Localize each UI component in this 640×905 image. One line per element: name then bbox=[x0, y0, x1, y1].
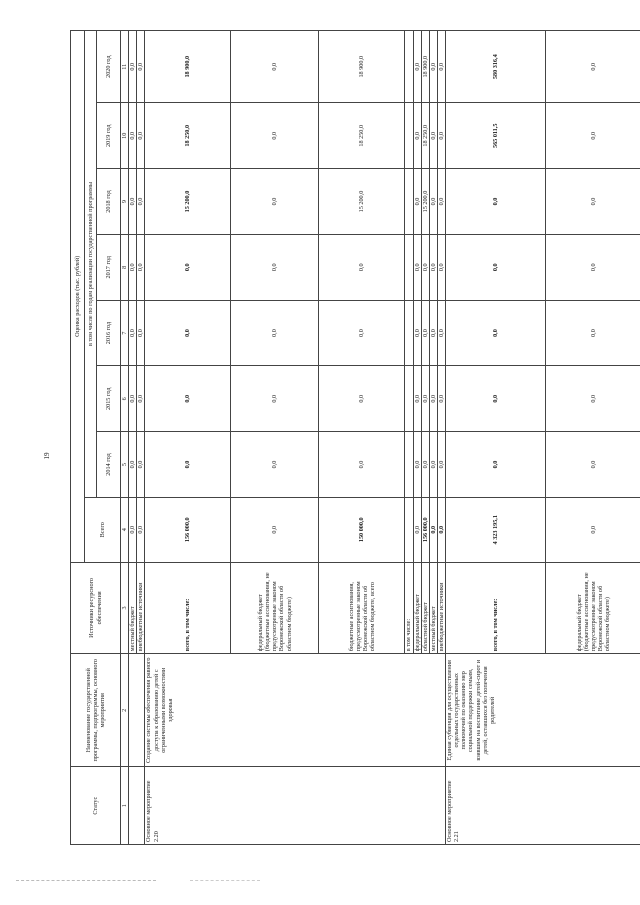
value-cell: 0,0 bbox=[429, 497, 437, 562]
col-number: 3 bbox=[121, 562, 129, 654]
value-cell: 0,0 bbox=[137, 103, 145, 169]
status-cell: Основное мероприятие 2.20 bbox=[145, 767, 446, 845]
value-cell: 0,0 bbox=[413, 497, 421, 562]
value-cell: 0,0 bbox=[129, 366, 137, 432]
value-cell: 0,0 bbox=[546, 31, 640, 103]
scan-mark bbox=[16, 880, 156, 882]
value-cell: 0,0 bbox=[546, 300, 640, 366]
value-cell: 0,0 bbox=[413, 234, 421, 300]
value-cell: 0,0 bbox=[546, 432, 640, 498]
value-cell: 0,0 bbox=[429, 432, 437, 498]
scan-mark bbox=[190, 880, 260, 882]
value-cell: 150 000,0 bbox=[319, 497, 405, 562]
source-cell: местный бюджет bbox=[429, 562, 437, 654]
value-cell: 0,0 bbox=[231, 497, 319, 562]
value-cell: 0,0 bbox=[421, 234, 429, 300]
value-cell: 0,0 bbox=[137, 300, 145, 366]
value-cell: 0,0 bbox=[145, 300, 231, 366]
source-cell: местный бюджет bbox=[129, 562, 137, 654]
value-cell: 0,0 bbox=[413, 31, 421, 103]
value-cell: 0,0 bbox=[437, 300, 445, 366]
header-status: Статус bbox=[71, 767, 121, 845]
value-cell: 0,0 bbox=[319, 234, 405, 300]
table-row bbox=[446, 31, 546, 845]
table-row bbox=[145, 31, 231, 845]
value-cell: 18 900,0 bbox=[145, 31, 231, 103]
page-number: 19 bbox=[43, 452, 51, 460]
value-cell: 0,0 bbox=[319, 432, 405, 498]
value-cell: 0,0 bbox=[429, 169, 437, 235]
header-name: Наименование государственной программы, подпрограммы, основного мероприятия bbox=[71, 654, 121, 767]
col-number: 5 bbox=[121, 432, 129, 498]
value-cell: 0,0 bbox=[129, 169, 137, 235]
value-cell: 0,0 bbox=[413, 366, 421, 432]
value-cell: 0,0 bbox=[546, 103, 640, 169]
value-cell: 0,0 bbox=[145, 366, 231, 432]
source-cell: федеральный бюджет bbox=[413, 562, 421, 654]
value-cell: 0,0 bbox=[413, 432, 421, 498]
col-number: 6 bbox=[121, 366, 129, 432]
value-cell: 0,0 bbox=[546, 366, 640, 432]
source-cell: внебюджетные источники bbox=[437, 562, 445, 654]
value-cell: 0,0 bbox=[429, 300, 437, 366]
value-cell: 0,0 bbox=[413, 169, 421, 235]
source-cell: областной бюджет bbox=[421, 562, 429, 654]
value-cell: 0,0 bbox=[429, 366, 437, 432]
value-cell: 0,0 bbox=[231, 432, 319, 498]
value-cell: 0,0 bbox=[421, 432, 429, 498]
value-cell: 0,0 bbox=[429, 234, 437, 300]
value-cell: 0,0 bbox=[137, 432, 145, 498]
value-cell: 0,0 bbox=[413, 300, 421, 366]
header-year: 2018 год bbox=[97, 169, 121, 235]
col-number: 10 bbox=[121, 103, 129, 169]
status-cell: Основное мероприятие 2.21 bbox=[446, 767, 640, 845]
value-cell: 0,0 bbox=[145, 432, 231, 498]
header-estimate: Оценка расходов (тыс. рублей) bbox=[71, 31, 85, 563]
value-cell: 18 250,0 bbox=[145, 103, 231, 169]
col-number: 11 bbox=[121, 31, 129, 103]
header-by-year: в том числе по годам реализации государственной программы bbox=[85, 31, 97, 498]
value-cell: 15 200,0 bbox=[421, 169, 429, 235]
value-cell: 0,0 bbox=[546, 497, 640, 562]
value-cell: 0,0 bbox=[231, 366, 319, 432]
header-year: 2014 год bbox=[97, 432, 121, 498]
value-cell: 0,0 bbox=[546, 169, 640, 235]
value-cell: 0,0 bbox=[129, 432, 137, 498]
col-number: 1 bbox=[121, 767, 129, 845]
source-cell: всего, в том числе: bbox=[145, 562, 231, 654]
table-row bbox=[129, 31, 137, 845]
value-cell: 0,0 bbox=[421, 300, 429, 366]
value-cell: 0,0 bbox=[429, 103, 437, 169]
value-cell: 0,0 bbox=[129, 300, 137, 366]
value-cell: 18 250,0 bbox=[421, 103, 429, 169]
value-cell: 0,0 bbox=[319, 300, 405, 366]
value-cell: 0,0 bbox=[129, 31, 137, 103]
value-cell: 0,0 bbox=[137, 31, 145, 103]
value-cell: 0,0 bbox=[437, 31, 445, 103]
value-cell: 0,0 bbox=[319, 366, 405, 432]
value-cell: 565 011,5 bbox=[446, 103, 546, 169]
value-cell: 18 900,0 bbox=[319, 31, 405, 103]
value-cell: 580 316,4 bbox=[446, 31, 546, 103]
value-cell: 0,0 bbox=[231, 103, 319, 169]
header-year: 2016 год bbox=[97, 300, 121, 366]
value-cell: 0,0 bbox=[446, 234, 546, 300]
header-year: 2020 год bbox=[97, 31, 121, 103]
header-total: Всего bbox=[85, 497, 121, 562]
header-year: 2019 год bbox=[97, 103, 121, 169]
col-number: 4 bbox=[121, 497, 129, 562]
value-cell: 0,0 bbox=[429, 31, 437, 103]
value-cell: 0,0 bbox=[137, 169, 145, 235]
source-cell: федеральный бюджет (бюджетные ассигнования, не предусмотренные законом Воронежской области об областном бюджете) bbox=[231, 562, 319, 654]
value-cell: 18 900,0 bbox=[421, 31, 429, 103]
value-cell: 0,0 bbox=[231, 234, 319, 300]
value-cell: 0,0 bbox=[137, 366, 145, 432]
value-cell: 15 200,0 bbox=[145, 169, 231, 235]
value-cell: 0,0 bbox=[145, 234, 231, 300]
header-year: 2015 год bbox=[97, 366, 121, 432]
value-cell: 0,0 bbox=[446, 432, 546, 498]
source-cell: внебюджетные источники bbox=[137, 562, 145, 654]
value-cell: 0,0 bbox=[137, 497, 145, 562]
budget-table bbox=[70, 30, 640, 845]
col-number: 8 bbox=[121, 234, 129, 300]
value-cell: 0,0 bbox=[231, 300, 319, 366]
value-cell: 0,0 bbox=[446, 169, 546, 235]
value-cell: 0,0 bbox=[546, 234, 640, 300]
col-number: 7 bbox=[121, 300, 129, 366]
header-source: Источники ресурсного обеспечения bbox=[71, 562, 121, 654]
value-cell: 0,0 bbox=[137, 234, 145, 300]
value-cell: 156 000,0 bbox=[421, 497, 429, 562]
value-cell: 15 200,0 bbox=[319, 169, 405, 235]
source-cell: федеральный бюджет (бюджетные ассигнования, не предусмотренные законом Воронежской области об областном бюджете) bbox=[546, 562, 640, 654]
value-cell: 0,0 bbox=[446, 300, 546, 366]
value-cell: 0,0 bbox=[129, 234, 137, 300]
value-cell: 156 000,0 bbox=[145, 497, 231, 562]
value-cell: 0,0 bbox=[129, 103, 137, 169]
value-cell: 0,0 bbox=[421, 366, 429, 432]
col-number: 9 bbox=[121, 169, 129, 235]
budget-table-rotated bbox=[70, 30, 612, 845]
value-cell: 0,0 bbox=[437, 103, 445, 169]
value-cell: 0,0 bbox=[437, 169, 445, 235]
value-cell: 0,0 bbox=[437, 497, 445, 562]
value-cell: 0,0 bbox=[437, 234, 445, 300]
value-cell: 18 250,0 bbox=[319, 103, 405, 169]
value-cell: 0,0 bbox=[231, 31, 319, 103]
value-cell: 0,0 bbox=[129, 497, 137, 562]
source-cell: бюджетные ассигнования, предусмотренные законом Воронежской области об областном бюджете, всего bbox=[319, 562, 405, 654]
value-cell: 0,0 bbox=[231, 169, 319, 235]
measure-name-cell: Единая субвенция для осуществления отдельных государственных полномочий по оказанию мер социальной поддержки семьям, взявшим на воспитание детей-сирот и детей, оставшихся без попечения родителей bbox=[446, 654, 640, 767]
measure-name-cell: Создание системы обеспечения равного доступа к образованию детей с ограниченными возможностями здоровья bbox=[145, 654, 446, 767]
value-cell: 0,0 bbox=[413, 103, 421, 169]
value-cell: 0,0 bbox=[437, 366, 445, 432]
header-year: 2017 год bbox=[97, 234, 121, 300]
source-cell: всего, в том числе: bbox=[446, 562, 546, 654]
value-cell: 0,0 bbox=[446, 366, 546, 432]
value-cell: 0,0 bbox=[437, 432, 445, 498]
col-number: 2 bbox=[121, 654, 129, 767]
value-cell: 4 323 195,1 bbox=[446, 497, 546, 562]
source-cell: в том числе: bbox=[405, 562, 413, 654]
